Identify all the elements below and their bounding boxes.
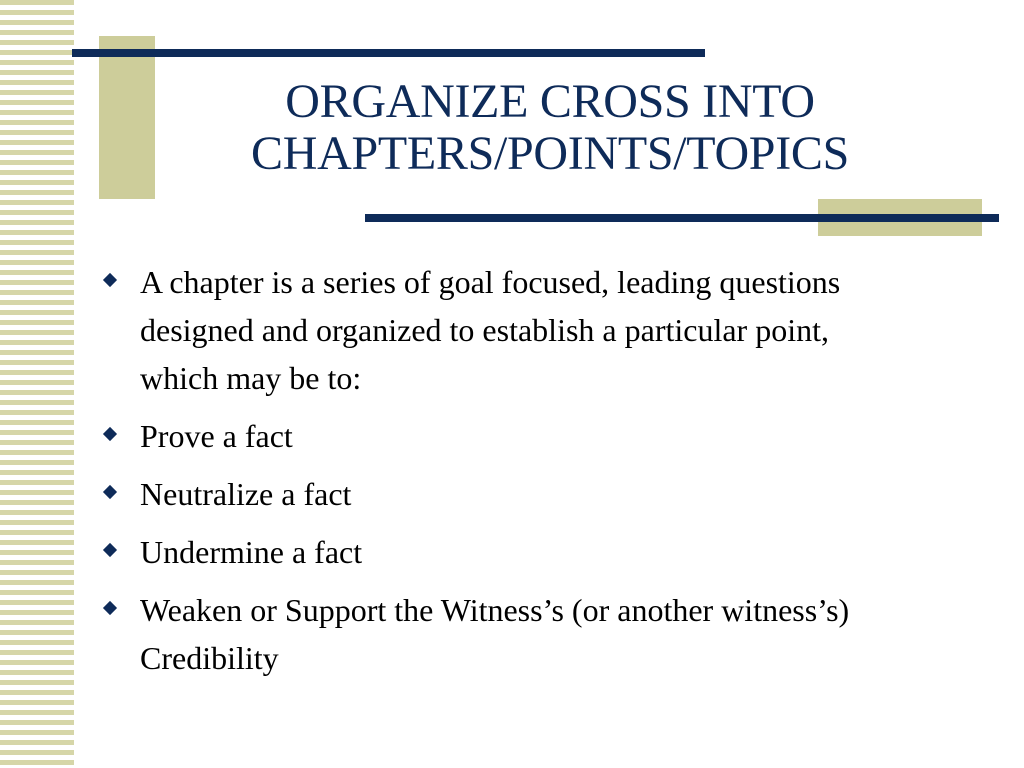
bullet-list bbox=[102, 258, 902, 692]
slide-title-line-2: CHAPTERS/POINTS/TOPICS bbox=[251, 127, 849, 180]
bullet-item-chapter-definition bbox=[102, 258, 902, 402]
title-top-rule bbox=[72, 49, 705, 57]
diamond-bullet-icon bbox=[103, 485, 117, 499]
bullet-item-witness-credibility bbox=[102, 586, 902, 682]
title-bottom-rule bbox=[365, 214, 999, 222]
diamond-bullet-icon bbox=[103, 427, 117, 441]
bullet-item-prove-fact bbox=[102, 412, 902, 460]
bullet-text: Undermine a fact bbox=[140, 534, 363, 570]
slide-title bbox=[160, 76, 940, 180]
bullet-text: A chapter is a series of goal focused, leading questions designed and organized to establish a particular point, which may be to: bbox=[140, 264, 841, 396]
bullet-item-neutralize-fact bbox=[102, 470, 902, 518]
slide-title-line-1: ORGANIZE CROSS INTO bbox=[285, 75, 815, 128]
left-striped-border bbox=[0, 0, 74, 768]
diamond-bullet-icon bbox=[103, 543, 117, 557]
bullet-text: Prove a fact bbox=[140, 418, 293, 454]
bullet-text: Neutralize a fact bbox=[140, 476, 352, 512]
diamond-bullet-icon bbox=[103, 273, 117, 287]
bullet-text: Weaken or Support the Witness’s (or another witness’s) Credibility bbox=[140, 592, 850, 676]
bullet-item-undermine-fact bbox=[102, 528, 902, 576]
title-accent-block-left bbox=[99, 36, 155, 199]
diamond-bullet-icon bbox=[103, 601, 117, 615]
